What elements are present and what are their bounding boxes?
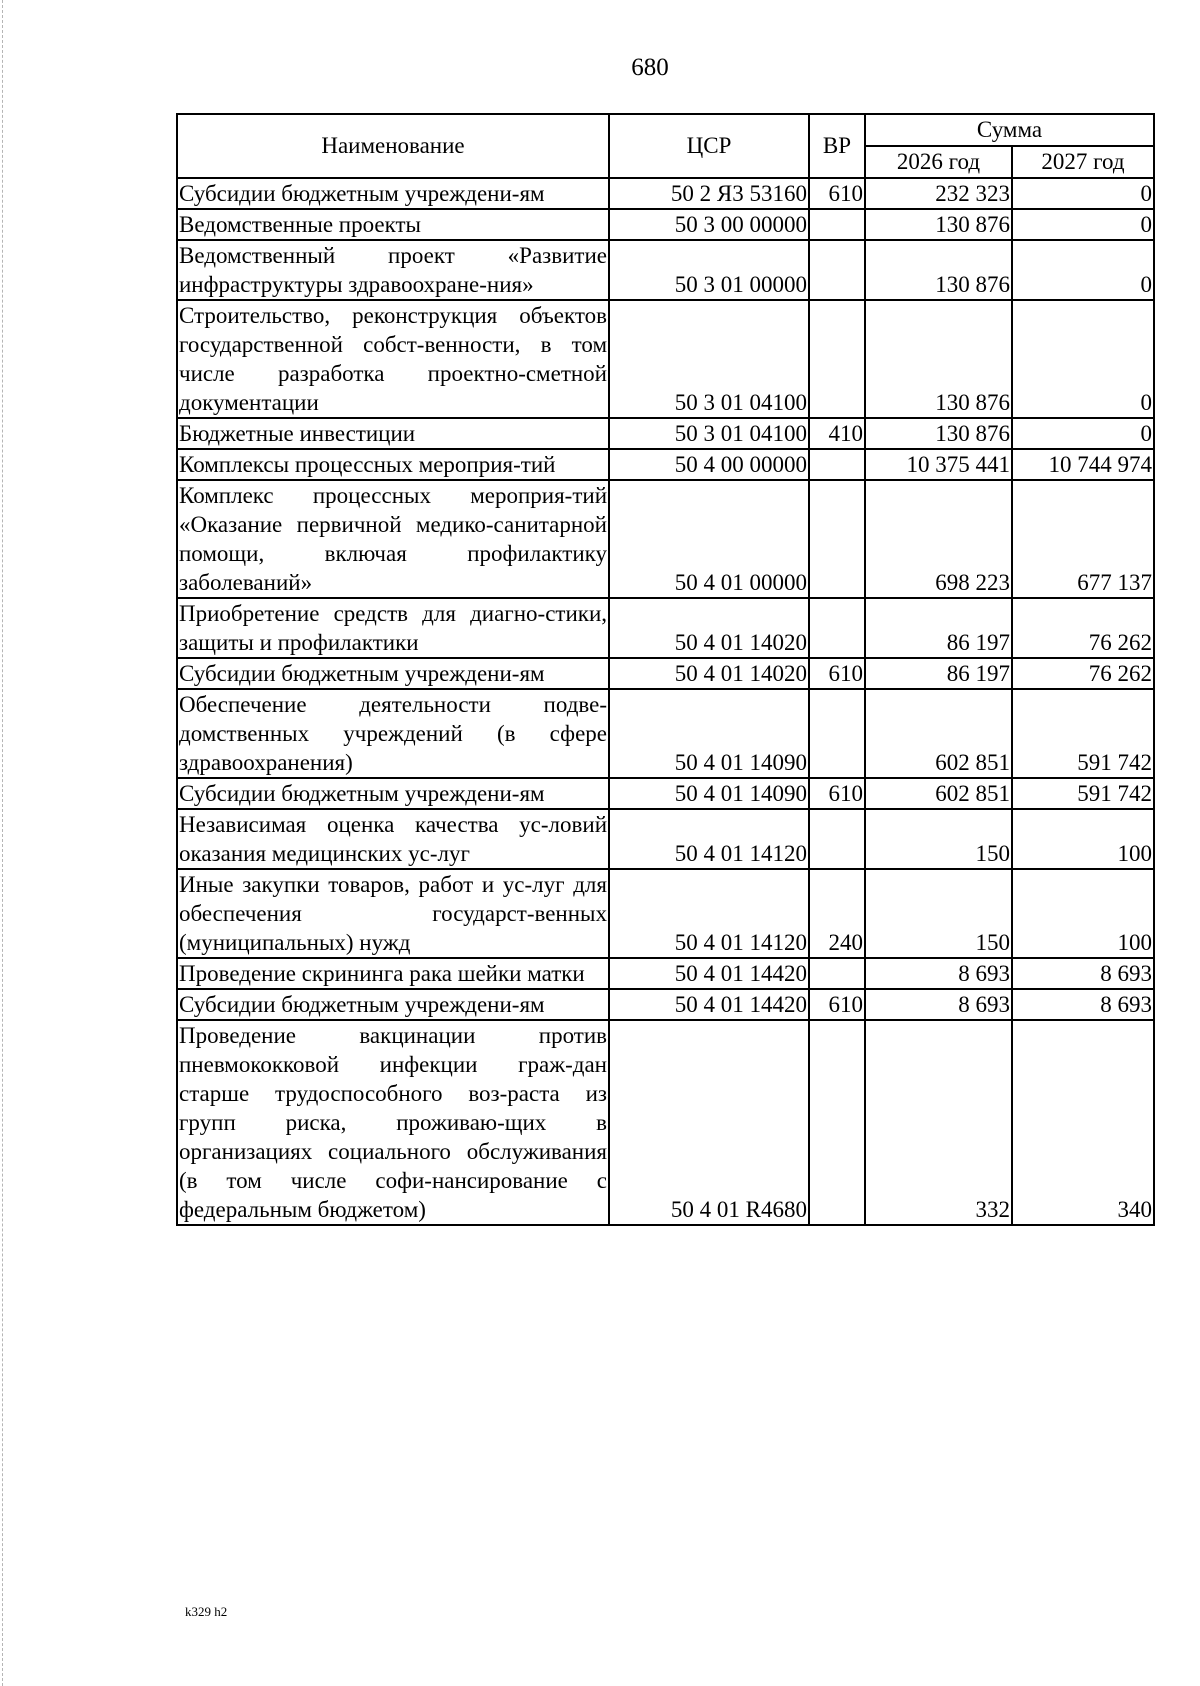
row-name-cell: Комплекс процессных мероприя-тий «Оказание первичной медико-санитарной помощи, включая профилактику заболеваний» bbox=[177, 480, 609, 598]
row-vr-cell: 410 bbox=[809, 418, 865, 449]
header-year-2026: 2026 год bbox=[865, 146, 1012, 178]
header-row-1 bbox=[177, 114, 1154, 146]
row-amount-2026-cell: 130 876 bbox=[865, 240, 1012, 300]
row-amount-2026-cell: 86 197 bbox=[865, 598, 1012, 658]
row-amount-2026-cell: 150 bbox=[865, 869, 1012, 958]
row-name-cell: Субсидии бюджетным учреждени-ям bbox=[177, 989, 609, 1020]
row-amount-2027-cell: 0 bbox=[1012, 418, 1154, 449]
row-vr-cell bbox=[809, 1020, 865, 1225]
row-csr-cell: 50 4 01 14090 bbox=[609, 689, 809, 778]
row-name-cell: Субсидии бюджетным учреждени-ям bbox=[177, 658, 609, 689]
table-row bbox=[177, 1020, 1154, 1225]
row-name-cell: Иные закупки товаров, работ и ус-луг для обеспечения государст-венных (муниципальных) нужд bbox=[177, 869, 609, 958]
row-name-cell: Ведомственный проект «Развитие инфраструктуры здравоохране-ния» bbox=[177, 240, 609, 300]
row-csr-cell: 50 4 00 00000 bbox=[609, 449, 809, 480]
row-amount-2026-cell: 86 197 bbox=[865, 658, 1012, 689]
row-csr-cell: 50 4 01 00000 bbox=[609, 480, 809, 598]
footer-code: k329 h2 bbox=[185, 1604, 228, 1619]
row-vr-cell bbox=[809, 449, 865, 480]
row-name-cell: Бюджетные инвестиции bbox=[177, 418, 609, 449]
row-csr-cell: 50 4 01 14420 bbox=[609, 958, 809, 989]
row-amount-2027-cell: 677 137 bbox=[1012, 480, 1154, 598]
row-csr-cell: 50 4 01 14020 bbox=[609, 598, 809, 658]
row-amount-2026-cell: 332 bbox=[865, 1020, 1012, 1225]
row-amount-2027-cell: 8 693 bbox=[1012, 989, 1154, 1020]
row-amount-2027-cell: 8 693 bbox=[1012, 958, 1154, 989]
page-number: 680 bbox=[631, 54, 669, 81]
row-amount-2027-cell: 0 bbox=[1012, 209, 1154, 240]
row-name-cell: Приобретение средств для диагно-стики, защиты и профилактики bbox=[177, 598, 609, 658]
row-csr-cell: 50 4 01 14020 bbox=[609, 658, 809, 689]
row-amount-2027-cell: 100 bbox=[1012, 869, 1154, 958]
row-amount-2026-cell: 130 876 bbox=[865, 300, 1012, 418]
table-row bbox=[177, 778, 1154, 809]
row-name-cell: Независимая оценка качества ус-ловий оказания медицинских ус-луг bbox=[177, 809, 609, 869]
row-vr-cell bbox=[809, 240, 865, 300]
table-row bbox=[177, 449, 1154, 480]
row-csr-cell: 50 4 01 R4680 bbox=[609, 1020, 809, 1225]
row-vr-cell: 610 bbox=[809, 658, 865, 689]
row-amount-2027-cell: 10 744 974 bbox=[1012, 449, 1154, 480]
row-amount-2027-cell: 76 262 bbox=[1012, 598, 1154, 658]
table-row bbox=[177, 869, 1154, 958]
row-amount-2026-cell: 8 693 bbox=[865, 958, 1012, 989]
row-csr-cell: 50 3 01 04100 bbox=[609, 300, 809, 418]
row-name-cell: Проведение вакцинации против пневмококковой инфекции граж-дан старше трудоспособного воз-раста из групп риска, проживаю-щих в организациях социального обслуживания (в том числе софи-нансирование с федеральным бюджетом) bbox=[177, 1020, 609, 1225]
row-amount-2026-cell: 150 bbox=[865, 809, 1012, 869]
row-amount-2026-cell: 602 851 bbox=[865, 689, 1012, 778]
table-row bbox=[177, 958, 1154, 989]
row-amount-2027-cell: 340 bbox=[1012, 1020, 1154, 1225]
row-vr-cell: 610 bbox=[809, 989, 865, 1020]
row-vr-cell bbox=[809, 809, 865, 869]
row-amount-2027-cell: 76 262 bbox=[1012, 658, 1154, 689]
row-csr-cell: 50 4 01 14120 bbox=[609, 809, 809, 869]
row-vr-cell: 240 bbox=[809, 869, 865, 958]
row-amount-2026-cell: 8 693 bbox=[865, 989, 1012, 1020]
row-vr-cell bbox=[809, 480, 865, 598]
scan-edge-line bbox=[2, 0, 4, 1686]
table-row bbox=[177, 240, 1154, 300]
header-sum: Сумма bbox=[865, 114, 1154, 146]
table-row bbox=[177, 689, 1154, 778]
table-row bbox=[177, 658, 1154, 689]
row-amount-2026-cell: 10 375 441 bbox=[865, 449, 1012, 480]
row-name-cell: Обеспечение деятельности подве-домственных учреждений (в сфере здравоохранения) bbox=[177, 689, 609, 778]
row-vr-cell bbox=[809, 598, 865, 658]
table-row bbox=[177, 598, 1154, 658]
row-vr-cell bbox=[809, 209, 865, 240]
row-name-cell: Комплексы процессных мероприя-тий bbox=[177, 449, 609, 480]
row-name-cell: Строительство, реконструкция объектов государственной собст-венности, в том числе разработка проектно-сметной документации bbox=[177, 300, 609, 418]
row-csr-cell: 50 2 Я3 53160 bbox=[609, 178, 809, 209]
row-amount-2026-cell: 130 876 bbox=[865, 209, 1012, 240]
table-row bbox=[177, 418, 1154, 449]
row-csr-cell: 50 3 01 04100 bbox=[609, 418, 809, 449]
row-name-cell: Проведение скрининга рака шейки матки bbox=[177, 958, 609, 989]
table-row bbox=[177, 209, 1154, 240]
budget-table bbox=[176, 113, 1155, 1226]
row-amount-2027-cell: 0 bbox=[1012, 178, 1154, 209]
row-name-cell: Субсидии бюджетным учреждени-ям bbox=[177, 178, 609, 209]
row-amount-2027-cell: 0 bbox=[1012, 240, 1154, 300]
table-row bbox=[177, 480, 1154, 598]
row-name-cell: Субсидии бюджетным учреждени-ям bbox=[177, 778, 609, 809]
row-vr-cell: 610 bbox=[809, 778, 865, 809]
row-amount-2027-cell: 591 742 bbox=[1012, 689, 1154, 778]
table-body bbox=[177, 178, 1154, 1225]
header-vr: ВР bbox=[809, 114, 865, 178]
row-csr-cell: 50 3 00 00000 bbox=[609, 209, 809, 240]
row-vr-cell bbox=[809, 300, 865, 418]
row-csr-cell: 50 4 01 14120 bbox=[609, 869, 809, 958]
table-header bbox=[177, 114, 1154, 178]
row-vr-cell: 610 bbox=[809, 178, 865, 209]
row-amount-2026-cell: 232 323 bbox=[865, 178, 1012, 209]
header-name: Наименование bbox=[177, 114, 609, 178]
row-amount-2027-cell: 100 bbox=[1012, 809, 1154, 869]
row-amount-2027-cell: 591 742 bbox=[1012, 778, 1154, 809]
row-csr-cell: 50 4 01 14420 bbox=[609, 989, 809, 1020]
table-row bbox=[177, 809, 1154, 869]
row-csr-cell: 50 4 01 14090 bbox=[609, 778, 809, 809]
header-year-2027: 2027 год bbox=[1012, 146, 1154, 178]
table-row bbox=[177, 300, 1154, 418]
row-amount-2026-cell: 130 876 bbox=[865, 418, 1012, 449]
table-row bbox=[177, 178, 1154, 209]
header-csr: ЦСР bbox=[609, 114, 809, 178]
row-amount-2026-cell: 698 223 bbox=[865, 480, 1012, 598]
row-csr-cell: 50 3 01 00000 bbox=[609, 240, 809, 300]
row-amount-2027-cell: 0 bbox=[1012, 300, 1154, 418]
row-amount-2026-cell: 602 851 bbox=[865, 778, 1012, 809]
row-name-cell: Ведомственные проекты bbox=[177, 209, 609, 240]
table-row bbox=[177, 989, 1154, 1020]
row-vr-cell bbox=[809, 689, 865, 778]
row-vr-cell bbox=[809, 958, 865, 989]
